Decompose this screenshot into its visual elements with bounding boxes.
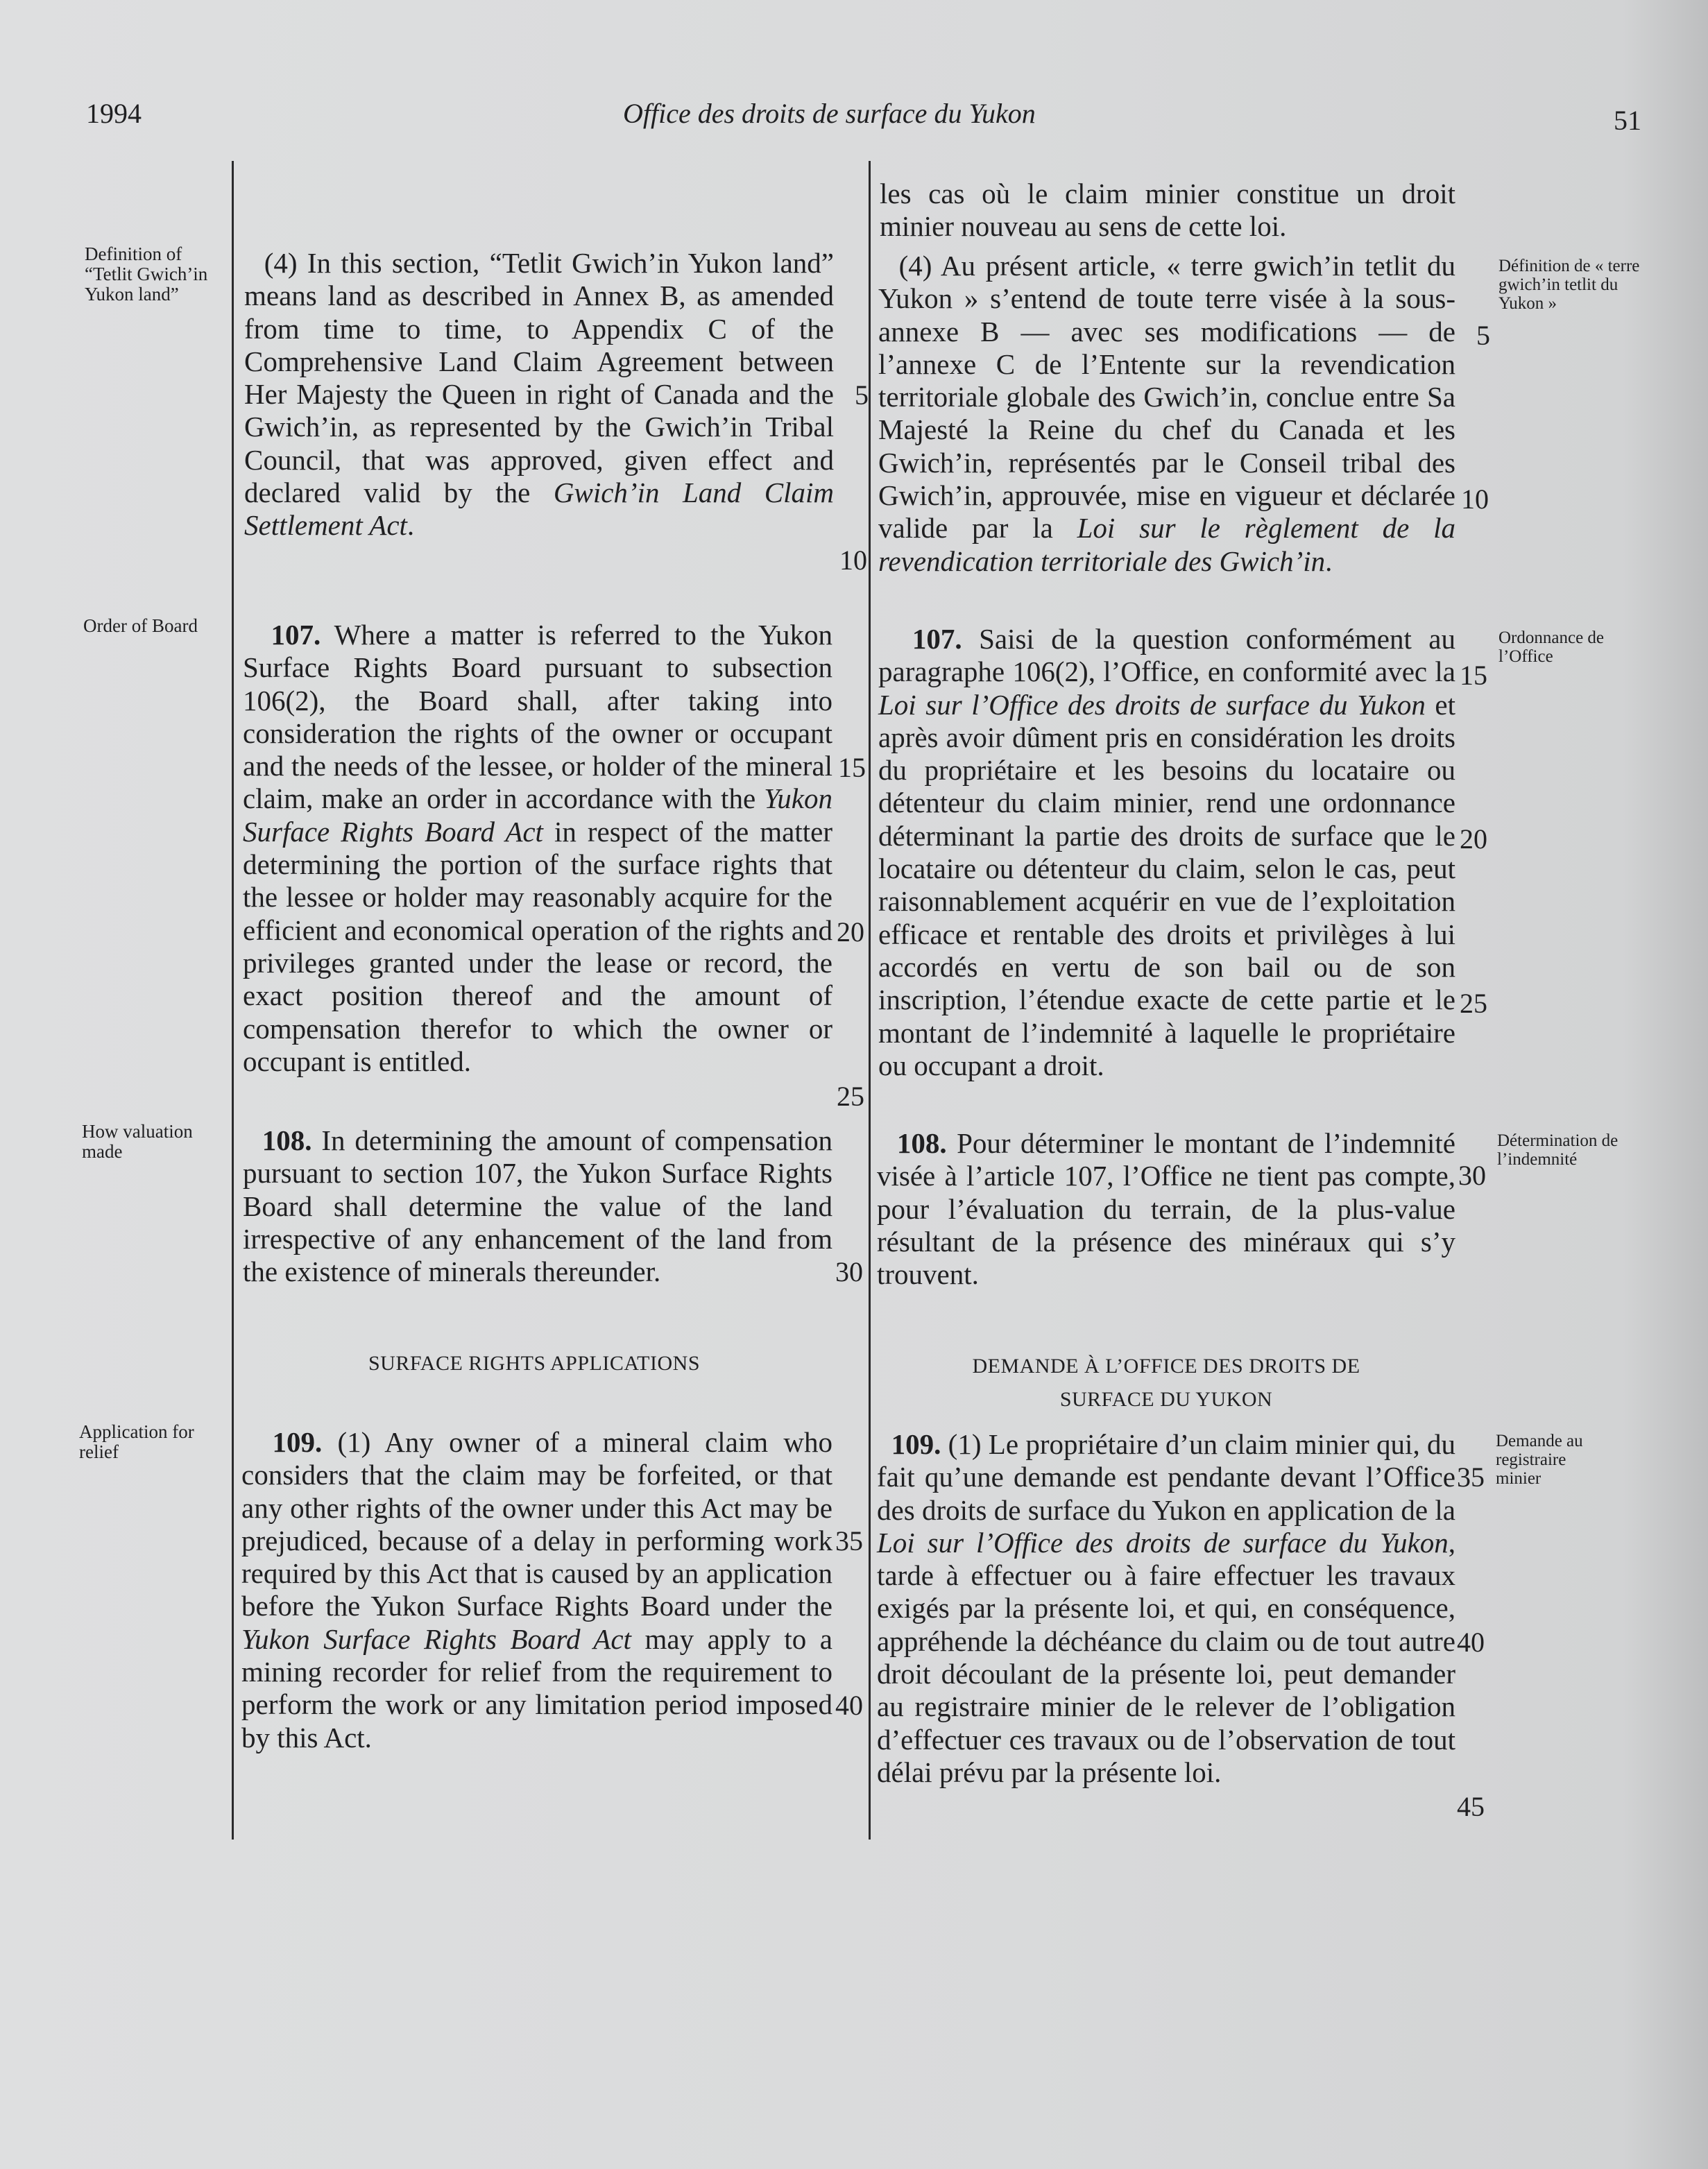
fr-s107-act: Loi sur l’Office des droits de surface du Yukon — [878, 688, 1426, 721]
margin-note-en-valuation: How valuation made — [82, 1121, 193, 1162]
en-line-number: 25 — [837, 1081, 864, 1112]
header-page-number: 51 — [1614, 105, 1641, 136]
en-s106-4-act: Gwich’in Land Claim Settlement Act — [244, 477, 835, 542]
en-s107-text-b: in respect of the matter determining the portion of the surface rights that the lessee or holder may reasonably acquire for the efficient and economical operation of the rights and privileges granted under the lease or record, the exact position thereof and the amount of compensation therefor to which the owner or occupant is entitled. — [243, 815, 832, 1077]
en-heading-surface-rights: SURFACE RIGHTS APPLICATIONS — [368, 1352, 701, 1375]
fr-line-number: 35 — [1457, 1461, 1485, 1493]
fr-section-107 — [878, 623, 1455, 1082]
fr-line-number: 30 — [1458, 1160, 1486, 1191]
margin-note-en-relief: Application for relief — [79, 1421, 194, 1462]
fr-s107-text-a: Saisi de la question conformément au paragraphe 106(2), l’Office, en conformité avec la — [878, 623, 1456, 688]
fr-heading-line-1: DEMANDE À L’OFFICE DES DROITS DE — [972, 1355, 1360, 1378]
fr-section-108 — [877, 1127, 1455, 1291]
fr-line-number: 10 — [1461, 483, 1489, 515]
en-s107-text-a: Where a matter is referred to the Yukon Surface Rights Board pursuant to subsection 106(2), the Board shall, after taking into consideration the rights of the owner or occupant and the needs of the lessee, or holder of the mineral claim, make an order in accordance with the — [243, 619, 832, 815]
en-s106-4-end: . — [407, 509, 415, 542]
fr-s109-text-a: (1) Le propriétaire d’un claim minier qui, du fait qu’une demande est pendante devant l’Office des droits de surface du Yukon en application de la — [877, 1428, 1456, 1526]
en-s109-text-b: may apply to a mining recorder for relief from the requirement to perform the work or any limitation period imposed by this Act. — [241, 1622, 832, 1754]
margin-note-fr-definition: Définition de « terre gwich’in tetlit du Yukon » — [1498, 257, 1640, 313]
margin-note-en-order: Order of Board — [83, 615, 198, 636]
en-section-107 — [243, 619, 832, 1078]
fr-line-number: 5 — [1476, 320, 1490, 351]
en-line-number: 5 — [855, 379, 869, 411]
en-s109-number: 109. — [272, 1426, 323, 1458]
fr-line-number: 20 — [1460, 823, 1487, 855]
en-line-number: 15 — [838, 752, 866, 783]
fr-s108-text: Pour déterminer le montant de l’indemnité visée à l’article 107, l’Office ne tient pas compte, pour l’évaluation du terrain, de la plus-value résultant de la présence des minéraux qui s’y trouvent. — [877, 1127, 1455, 1291]
fr-continuation-text: les cas où le claim minier constitue un droit minier nouveau au sens de cette loi. — [880, 178, 1455, 243]
en-line-number: 35 — [835, 1525, 863, 1557]
en-line-number: 40 — [835, 1690, 863, 1721]
fr-s108-number: 108. — [896, 1127, 947, 1159]
fr-line-number: 45 — [1457, 1791, 1485, 1822]
fr-s106-4-end: . — [1325, 545, 1333, 577]
en-s109-act: Yukon Surface Rights Board Act — [241, 1622, 631, 1655]
en-s109-text-a: (1) Any owner of a mineral claim who considers that the claim may be forfeited, or that any other rights of the owner under this Act may be prejudiced, because of a delay in performing work required by this Act that is caused by an application before the Yukon Surface Rights Board under the — [241, 1426, 832, 1622]
fr-line-number: 40 — [1457, 1627, 1485, 1658]
en-line-number: 30 — [835, 1256, 863, 1287]
header-title: Office des droits de surface du Yukon — [623, 98, 1036, 129]
fr-section-109 — [877, 1428, 1455, 1789]
center-column-rule — [869, 161, 871, 1840]
header-year: 1994 — [86, 98, 142, 129]
margin-note-fr-valuation: Détermination de l’indemnité — [1497, 1131, 1619, 1169]
fr-s107-number: 107. — [912, 623, 962, 655]
fr-s109-act: Loi sur l’Office des droits de surface du Yukon — [877, 1526, 1449, 1559]
en-section-106-4 — [244, 247, 834, 542]
fr-s107-text-b: et après avoir dûment pris en considération les droits du propriétaire et les besoins du locataire ou détenteur du claim minier, rend une ordonnance déterminant la partie des droits de surface que le locataire ou détenteur du claim, selon le cas, peut raisonnablement acquérir en vue de l’exploitation efficace et rentable des droits et privilèges à lui accordés en vertu de son bail ou de son inscription, l’étendue exacte de cette partie et le montant de l’indemnité à laquelle le propriétaire ou occupant a droit. — [878, 688, 1455, 1081]
fr-heading-line-2: SURFACE DU YUKON — [1059, 1388, 1273, 1411]
margin-note-fr-order: Ordonnance de l’Office — [1498, 628, 1605, 666]
fr-s109-text-b: , tarde à effectuer ou à faire effectuer les travaux exigés par la présente loi, et qui, en conséquence, appréhende la déchéance du claim ou de tout autre droit découlant de la présente loi, peut demander au registraire minier de le relever de l’obligation d’effectuer ces travaux ou de l’observation de tout délai prévu par la présente loi. — [877, 1526, 1455, 1788]
margin-note-en-definition: Definition of “Tetlit Gwich’in Yukon land” — [85, 243, 208, 305]
margin-note-fr-relief: Demande au registraire minier — [1496, 1432, 1583, 1488]
fr-line-number: 15 — [1460, 660, 1487, 691]
en-section-108 — [243, 1124, 832, 1288]
en-line-number: 10 — [839, 545, 867, 576]
fr-s106-4-act: Loi sur le règlement de la revendication territoriale des Gwich’in — [878, 512, 1455, 577]
fr-line-number: 25 — [1460, 988, 1487, 1019]
en-s108-number: 108. — [262, 1124, 312, 1156]
fr-s106-4-text: (4) Au présent article, « terre gwich’in tetlit du Yukon » s’entend de toute terre visée à la sous-annexe B — avec ses modifications — de l’annexe C de l’Entente sur la revendication territoriale globale des Gwich’in, conclue entre Sa Majesté la Reine du chef du Canada et les Gwich’in, représentés par le Conseil tribal des Gwich’in, approuvée, mise en vigueur et déclarée valide par la — [878, 250, 1455, 545]
fr-continuation — [880, 178, 1455, 243]
fr-section-106-4 — [878, 250, 1455, 578]
en-s108-text: In determining the amount of compensation pursuant to section 107, the Yukon Surface Rights Board shall determine the value of the land irrespective of any enhancement of the land from the existence of minerals thereunder. — [243, 1124, 832, 1288]
left-column-rule — [232, 161, 234, 1840]
en-s107-act: Yukon Surface Rights Board Act — [243, 782, 832, 848]
en-section-109 — [241, 1426, 832, 1754]
en-s106-4-text: (4) In this section, “Tetlit Gwich’in Yukon land” means land as described in Annex B, as amended from time to time, to Appendix C of the Comprehensive Land Claim Agreement between Her Majesty the Queen in right of Canada and the Gwich’in, as represented by the Gwich’in Tribal Council, that was approved, given effect and declared valid by the — [244, 247, 834, 509]
en-line-number: 20 — [837, 916, 864, 948]
en-s107-number: 107. — [271, 619, 321, 651]
fr-s109-number: 109. — [891, 1428, 941, 1460]
